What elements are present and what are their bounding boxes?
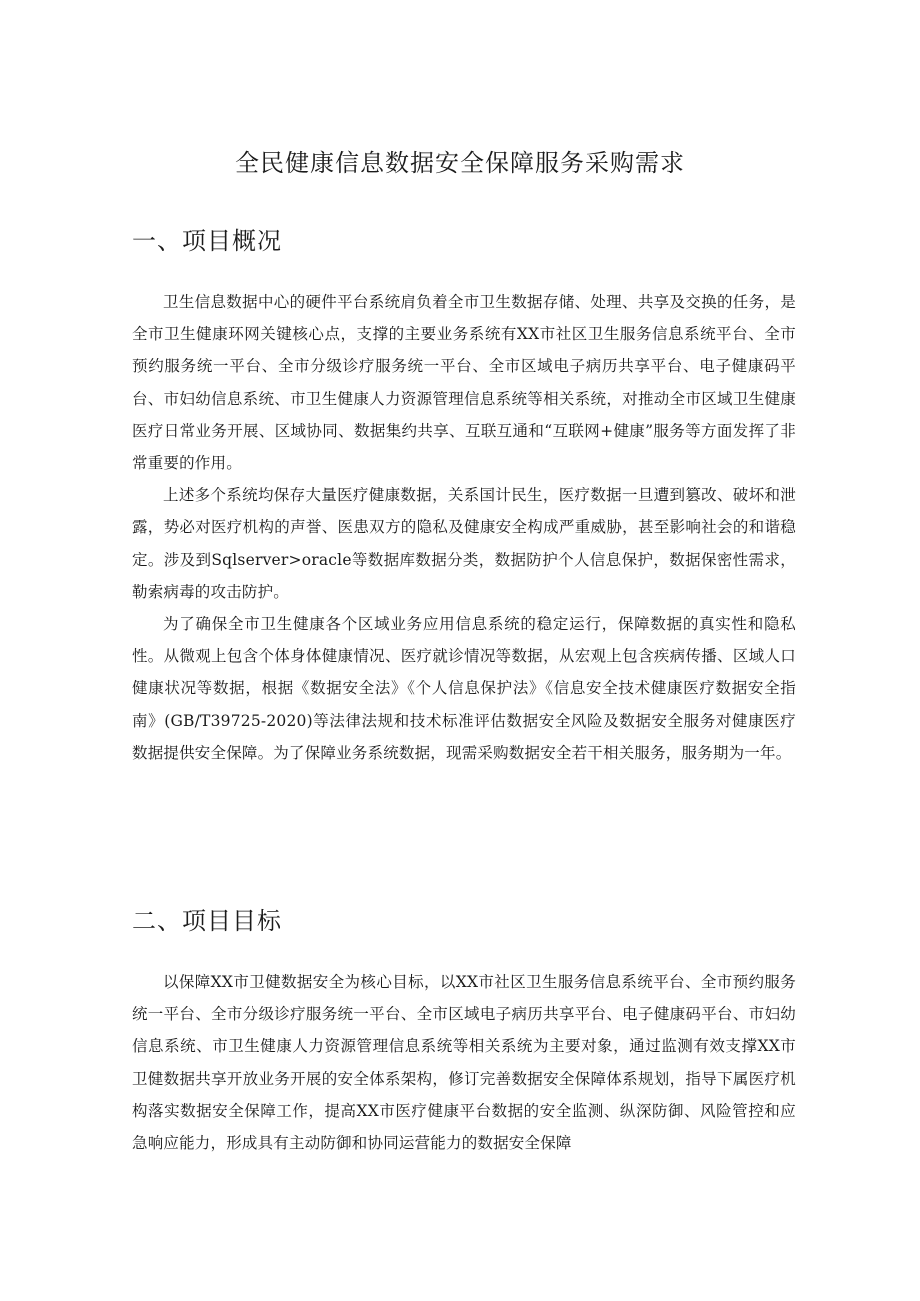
document-title: 全民健康信息数据安全保障服务采购需求	[235, 149, 685, 177]
paragraph: 卫生信息数据中心的硬件平台系统肩负着全市卫生数据存储、处理、共享及交换的任务，是全市卫生健康环网关键核心点，支撑的主要业务系统有XX市社区卫生服务信息系统平台、全市预约服务统一平台、全市分级诊疗服务统一平台、全市区域电子病历共享平台、电子健康码平台、市妇幼信息系统、市卫生健康人力资源管理信息系统等相关系统，对推动全市区域卫生健康医疗日常业务开展、区域协同、数据集约共享、互联互通和“互联网+健康”服务等方面发挥了非常重要的作用。	[132, 293, 796, 473]
paragraph: 上述多个系统均保存大量医疗健康数据，关系国计民生，医疗数据一旦遭到篡改、破坏和泄露，势必对医疗机构的声誉、医患双方的隐私及健康安全构成严重威胁，甚至影响社会的和谐稳定。涉及到Sqlserver>oracle等数据库数据分类，数据防护个人信息保护，数据保密性需求，勒索病毒的攻击防护。	[132, 486, 796, 601]
section-body-goals	[132, 966, 796, 1159]
section-heading-overview: 一、项目概况	[132, 227, 282, 255]
section-heading-goals: 二、项目目标	[132, 907, 282, 935]
paragraph: 以保障XX市卫健数据安全为核心目标，以XX市社区卫生服务信息系统平台、全市预约服务统一平台、全市分级诊疗服务统一平台、全市区域电子病历共享平台、电子健康码平台、市妇幼信息系统、市卫生健康人力资源管理信息系统等相关系统为主要对象，通过监测有效支撑XX市卫健数据共享开放业务开展的安全体系架构，修订完善数据安全保障体系规划，指导下属医疗机构落实数据安全保障工作，提高XX市医疗健康平台数据的安全监测、纵深防御、风险管控和应急响应能力，形成具有主动防御和协同运营能力的数据安全保障	[132, 973, 796, 1153]
section-body-overview	[132, 286, 796, 769]
paragraph: 为了确保全市卫生健康各个区域业务应用信息系统的稳定运行，保障数据的真实性和隐私性。从微观上包含个体身体健康情况、医疗就诊情况等数据，从宏观上包含疾病传播、区域人口健康状况等数据，根据《数据安全法》《个人信息保护法》《信息安全技术健康医疗数据安全指南》(GB/T39725-2020)等法律法规和技术标准评估数据安全风险及数据安全服务对健康医疗数据提供安全保障。为了保障业务系统数据，现需采购数据安全若干相关服务，服务期为一年。	[132, 615, 796, 762]
